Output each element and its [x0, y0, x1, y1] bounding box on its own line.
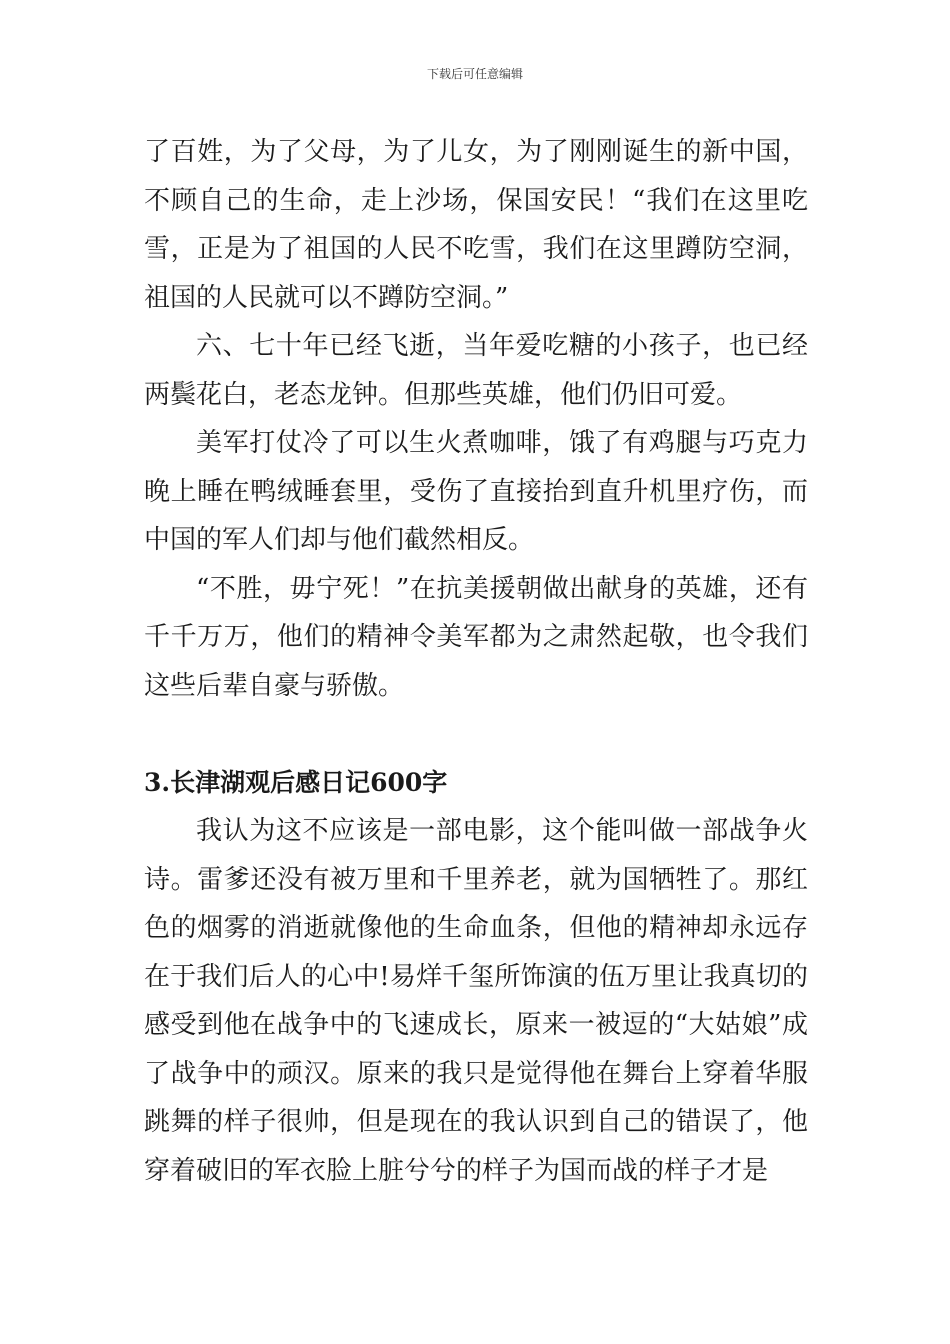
paragraph: 六、七十年已经飞逝，当年爱吃糖的小孩子，也已经两鬓花白，老态龙钟。但那些英雄，他们仍旧可爱。: [144, 331, 808, 410]
section-spacer: [144, 710, 808, 759]
page-header-note: 下载后可任意编辑: [426, 67, 523, 81]
document-body: [144, 128, 808, 1195]
section-heading: 3.长津湖观后感日记600字: [144, 767, 448, 797]
paragraph: 我认为这不应该是一部电影，这个能叫做一部战争火诗。雷爹还没有被万里和千里养老，就为国牺牲了。那红色的烟雾的消逝就像他的生命血条，但他的精神却永远存在于我们后人的心中!易烊千玺所饰演的伍万里让我真切的感受到他在战争中的飞速成长，原来一被逗的“大姑娘”成了战争中的顽汉。原来的我只是觉得他在舞台上穿着华服跳舞的样子很帅，但是现在的我认识到自己的错误了，他穿着破旧的军衣脸上脏兮兮的样子为国而战的样子才是: [144, 816, 808, 1186]
paragraph-continuation: 了百姓，为了父母，为了儿女，为了刚刚诞生的新中国，不顾自己的生命，走上沙场，保国安民！“我们在这里吃雪，正是为了祖国的人民不吃雪，我们在这里蹲防空洞，祖国的人民就可以不蹲防空洞。”: [144, 137, 808, 313]
paragraph: “不胜，毋宁死！”在抗美援朝做出献身的英雄，还有千千万万，他们的精神令美军都为之肃然起敬，也令我们这些后辈自豪与骄傲。: [144, 573, 808, 701]
paragraph: 美军打仗冷了可以生火煮咖啡，饿了有鸡腿与巧克力晚上睡在鸭绒睡套里，受伤了直接抬到直升机里疗伤，而中国的军人们却与他们截然相反。: [144, 428, 808, 555]
